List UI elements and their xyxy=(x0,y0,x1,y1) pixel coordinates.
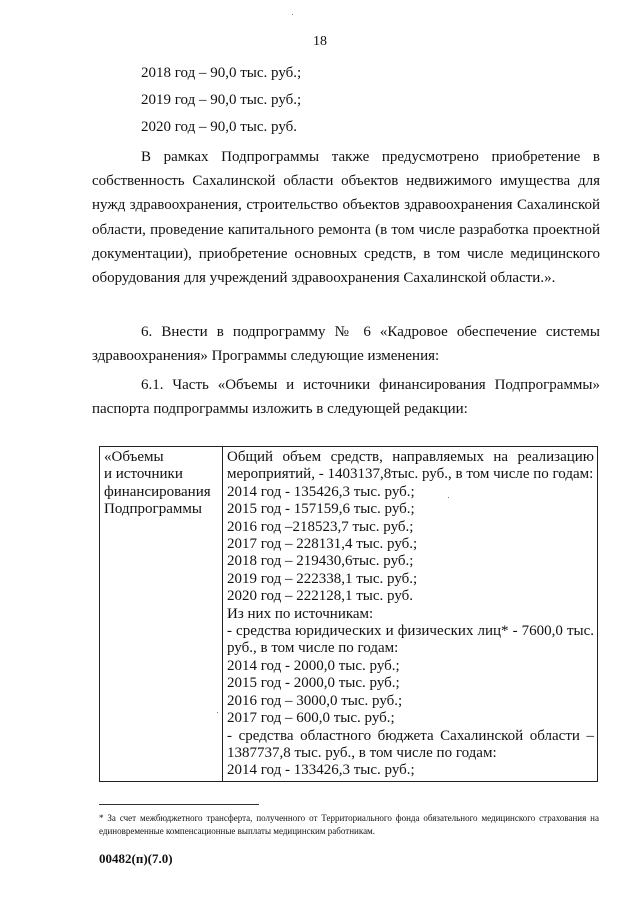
scan-speck xyxy=(217,712,218,713)
funding-year-line: 2018 год – 219430,6тыс. руб.; xyxy=(227,553,414,570)
table-label-cell xyxy=(100,447,223,782)
label-line: Подпрограммы xyxy=(104,501,202,518)
regional-budget-text: - средства областного бюджета Сахалинской области – 1387737,8 тыс. руб., в том числе по годам: xyxy=(227,727,594,761)
funding-year-line: 2015 год - 157159,6 тыс. руб.; xyxy=(227,501,415,518)
funding-year-line: 2014 год - 133426,3 тыс. руб.; xyxy=(227,762,415,779)
label-line: финансирования xyxy=(104,483,211,500)
paragraph-item-6: 6. Внести в подпрограмму № 6 «Кадровое обеспечение системы здравоохранения» Программы следующие изменения: xyxy=(92,324,600,365)
private-funds-text: - средства юридических и физических лиц* - 7600,0 тыс. руб., в том числе по годам: xyxy=(227,623,594,657)
sources-heading: Из них по источникам: xyxy=(227,605,374,622)
scan-speck xyxy=(292,14,293,15)
funding-year-line: 2017 год – 228131,4 тыс. руб.; xyxy=(227,536,418,553)
table-content-cell xyxy=(223,447,598,782)
year-line-2018: 2018 год – 90,0 тыс. руб.; xyxy=(141,65,302,81)
funding-year-line: 2015 год - 2000,0 тыс. руб.; xyxy=(227,675,400,692)
label-line: «Объемы xyxy=(104,449,164,465)
funding-year-line: 2014 год - 135426,3 тыс. руб.; xyxy=(227,483,415,500)
footnote-text: * За счет межбюджетного трансферта, полученного от Территориального фонда обязательного медицинского страхования на единовременные компенсационные выплаты медицинским работникам. xyxy=(99,813,599,836)
total-funding-text: Общий объем средств, направляемых на реализацию мероприятий, - 1403137,8тыс. руб., в том числе по годам: xyxy=(227,449,594,483)
funding-year-line: 2014 год - 2000,0 тыс. руб.; xyxy=(227,657,400,674)
funding-year-line: 2016 год –218523,7 тыс. руб.; xyxy=(227,518,414,535)
funding-year-line: 2017 год – 600,0 тыс. руб.; xyxy=(227,710,395,727)
funding-year-line: 2016 год – 3000,0 тыс. руб.; xyxy=(227,692,403,709)
footnote-divider xyxy=(99,804,259,805)
scan-speck xyxy=(448,497,449,498)
year-line-2019: 2019 год – 90,0 тыс. руб.; xyxy=(141,92,302,108)
table-row xyxy=(100,447,598,782)
document-code: 00482(п)(7.0) xyxy=(99,851,173,866)
page-number: 18 xyxy=(313,34,327,49)
funding-year-line: 2020 год – 222128,1 тыс. руб. xyxy=(227,588,414,605)
year-line-2020: 2020 год – 90,0 тыс. руб. xyxy=(141,119,298,135)
paragraph-subprogram-acquisitions: В рамках Подпрограммы также предусмотрено приобретение в собственность Сахалинской области объектов недвижимого имущества для нужд здравоохранения, строительство объектов здравоохранения Сахалинской области, проведение капитального ремонта (в том числе разработка проектной документации), приобретение основных средств, в том числе медицинского оборудования для учреждений здравоохранения Сахалинской области.». xyxy=(92,149,600,287)
paragraph-item-6-1: 6.1. Часть «Объемы и источники финансирования Подпрограммы» паспорта подпрограммы изложить в следующей редакции: xyxy=(92,377,600,418)
financing-table xyxy=(99,446,598,782)
label-line: и источники xyxy=(104,466,183,483)
funding-year-line: 2019 год – 222338,1 тыс. руб.; xyxy=(227,570,418,587)
